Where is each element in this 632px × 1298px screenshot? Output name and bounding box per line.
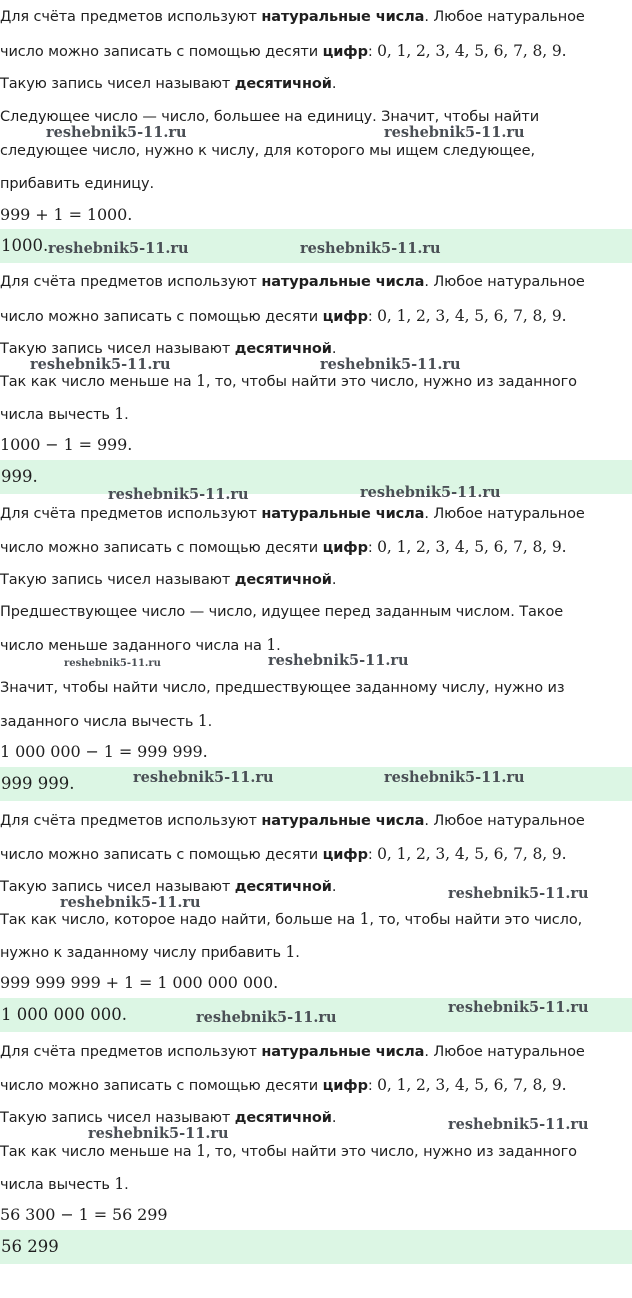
explanation-line: Значит, чтобы найти число, предшествующее заданному числу, нужно из [0, 680, 565, 696]
answer-value: 56 299 [1, 1237, 59, 1256]
intro-line-3: Такую запись чисел называют десятичной. [0, 572, 337, 588]
explanation-line: числа вычесть 1. [0, 1175, 129, 1193]
watermark: reshebnik5-11.ru [133, 769, 274, 786]
watermark: reshebnik5-11.ru [360, 484, 501, 501]
intro-line-2: число можно записать с помощью десяти цифр: 0, 1, 2, 3, 4, 5, 6, 7, 8, 9. [0, 42, 567, 60]
answer-value: 1 000 000 000. [1, 1005, 127, 1024]
explanation-line: прибавить единицу. [0, 176, 155, 192]
watermark: reshebnik5-11.ru [320, 356, 461, 373]
answer-value: 1000. [1, 236, 49, 255]
watermark: reshebnik5-11.ru [108, 486, 249, 503]
intro-line-1: Для счёта предметов используют натуральные числа. Любое натуральное [0, 1044, 585, 1060]
explanation-line: следующее число, нужно к числу, для которого мы ищем следующее, [0, 143, 535, 159]
watermark: reshebnik5-11.ru [30, 356, 171, 373]
intro-line-3: Такую запись чисел называют десятичной. [0, 879, 337, 895]
intro-line-3: Такую запись чисел называют десятичной. [0, 341, 337, 357]
explanation-line: Предшествующее число — число, идущее перед заданным числом. Такое [0, 604, 564, 620]
explanation-line: числа вычесть 1. [0, 405, 129, 423]
answer-value: 999. [1, 467, 38, 486]
intro-line-1: Для счёта предметов используют натуральные числа. Любое натуральное [0, 9, 585, 25]
equation: 56 300 − 1 = 56 299 [0, 1205, 168, 1224]
watermark: reshebnik5-11.ru [300, 240, 441, 257]
watermark: reshebnik5-11.ru [448, 885, 589, 902]
equation: 999 999 999 + 1 = 1 000 000 000. [0, 973, 279, 992]
intro-line-1: Для счёта предметов используют натуральные числа. Любое натуральное [0, 274, 585, 290]
watermark: reshebnik5-11.ru [48, 240, 189, 257]
intro-line-2: число можно записать с помощью десяти цифр: 0, 1, 2, 3, 4, 5, 6, 7, 8, 9. [0, 538, 567, 556]
watermark: reshebnik5-11.ru [448, 999, 589, 1016]
watermark: reshebnik5-11.ru [88, 1125, 229, 1142]
watermark: reshebnik5-11.ru [64, 658, 161, 669]
intro-line-2: число можно записать с помощью десяти цифр: 0, 1, 2, 3, 4, 5, 6, 7, 8, 9. [0, 307, 567, 325]
intro-line-3: Такую запись чисел называют десятичной. [0, 76, 337, 92]
watermark: reshebnik5-11.ru [196, 1009, 337, 1026]
explanation-line: Так как число меньше на 1, то, чтобы найти это число, нужно из заданного [0, 372, 577, 390]
explanation-line: Так как число, которое надо найти, больше на 1, то, чтобы найти это число, [0, 910, 583, 928]
equation: 1000 − 1 = 999. [0, 435, 133, 454]
equation: 999 + 1 = 1000. [0, 205, 133, 224]
answer-box [0, 460, 632, 494]
answer-value: 999 999. [1, 774, 75, 793]
watermark: reshebnik5-11.ru [448, 1116, 589, 1133]
watermark: reshebnik5-11.ru [46, 124, 187, 141]
intro-line-1: Для счёта предметов используют натуральные числа. Любое натуральное [0, 506, 585, 522]
answer-box [0, 767, 632, 801]
intro-line-3: Такую запись чисел называют десятичной. [0, 1110, 337, 1126]
watermark: reshebnik5-11.ru [384, 124, 525, 141]
explanation-line: заданного числа вычесть 1. [0, 712, 213, 730]
explanation-line: Следующее число — число, большее на единицу. Значит, чтобы найти [0, 109, 540, 125]
explanation-line: Так как число меньше на 1, то, чтобы найти это число, нужно из заданного [0, 1142, 577, 1160]
answer-box [0, 1230, 632, 1264]
equation: 1 000 000 − 1 = 999 999. [0, 742, 208, 761]
intro-line-2: число можно записать с помощью десяти цифр: 0, 1, 2, 3, 4, 5, 6, 7, 8, 9. [0, 1076, 567, 1094]
explanation-line: число меньше заданного числа на 1. [0, 636, 281, 654]
watermark: reshebnik5-11.ru [268, 652, 409, 669]
explanation-line: нужно к заданному числу прибавить 1. [0, 943, 300, 961]
intro-line-2: число можно записать с помощью десяти цифр: 0, 1, 2, 3, 4, 5, 6, 7, 8, 9. [0, 845, 567, 863]
watermark: reshebnik5-11.ru [384, 769, 525, 786]
watermark: reshebnik5-11.ru [60, 894, 201, 911]
intro-line-1: Для счёта предметов используют натуральные числа. Любое натуральное [0, 813, 585, 829]
